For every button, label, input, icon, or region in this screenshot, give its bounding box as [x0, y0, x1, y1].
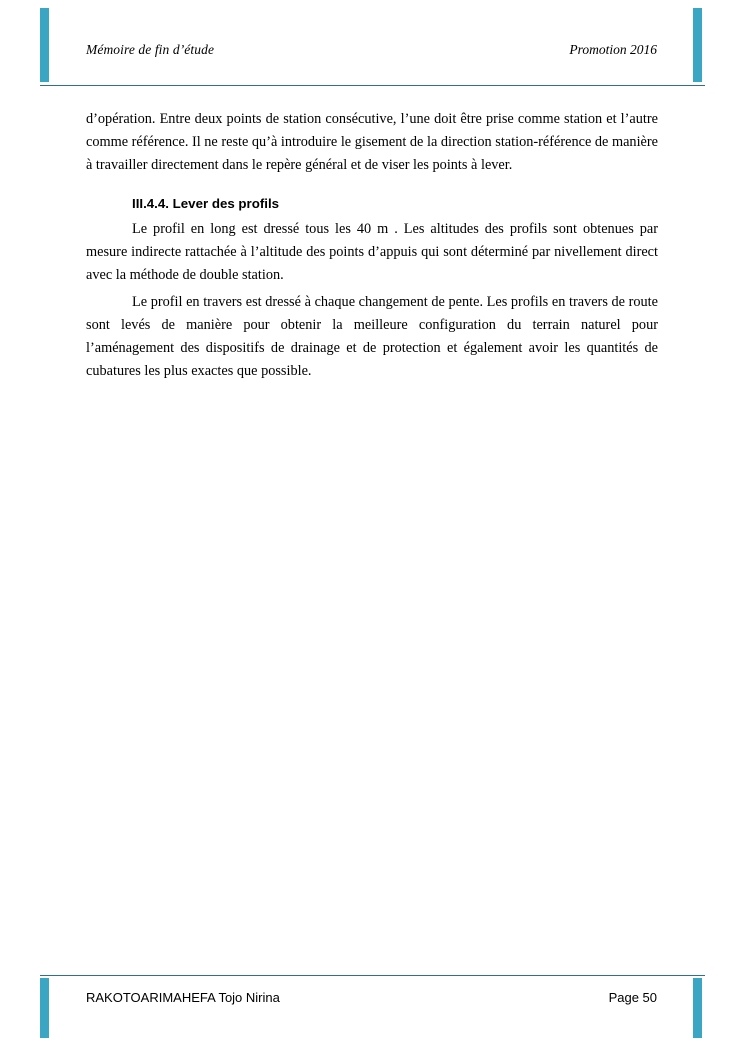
paragraph-profil-en-long: Le profil en long est dressé tous les 40 m . Les altitudes des profils sont obtenues par mesure indirecte rattachée à l’altitude des points d’appuis qui sont déterminé par nivellement direct avec la méthode de double station. [86, 221, 658, 284]
paragraph-continuation: d’opération. Entre deux points de station consécutive, l’une doit être prise comme station et l’autre comme référence. Il ne reste qu’à introduire le gisement de la direction station-référence de manière à travailler directement dans le repère général et de viser les points à lever. [86, 111, 658, 174]
header-accent-bar-right [693, 8, 702, 82]
footer-divider [40, 975, 705, 976]
footer-accent-bar-right [693, 978, 702, 1038]
document-body [86, 108, 658, 383]
header-accent-bar-left [40, 8, 49, 82]
paragraph-profil-en-travers: Le profil en travers est dressé à chaque changement de pente. Les profils en travers de route sont levés de manière pour obtenir la meilleure configuration du terrain naturel pour l’aménagement des dispositifs de drainage et de protection et également avoir les quantités de cubatures les plus exactes que possible. [86, 293, 658, 380]
footer-accent-bar-left [40, 978, 49, 1038]
header-title-right: Promotion 2016 [569, 42, 657, 57]
footer-author: RAKOTOARIMAHEFA Tojo Nirina [86, 990, 280, 1005]
header-divider [40, 85, 705, 86]
section-heading-lever-des-profils: III.4.4. Lever des profils [132, 196, 280, 212]
header-title-left: Mémoire de fin d’étude [86, 42, 215, 57]
footer-page-number: Page 50 [608, 990, 657, 1005]
